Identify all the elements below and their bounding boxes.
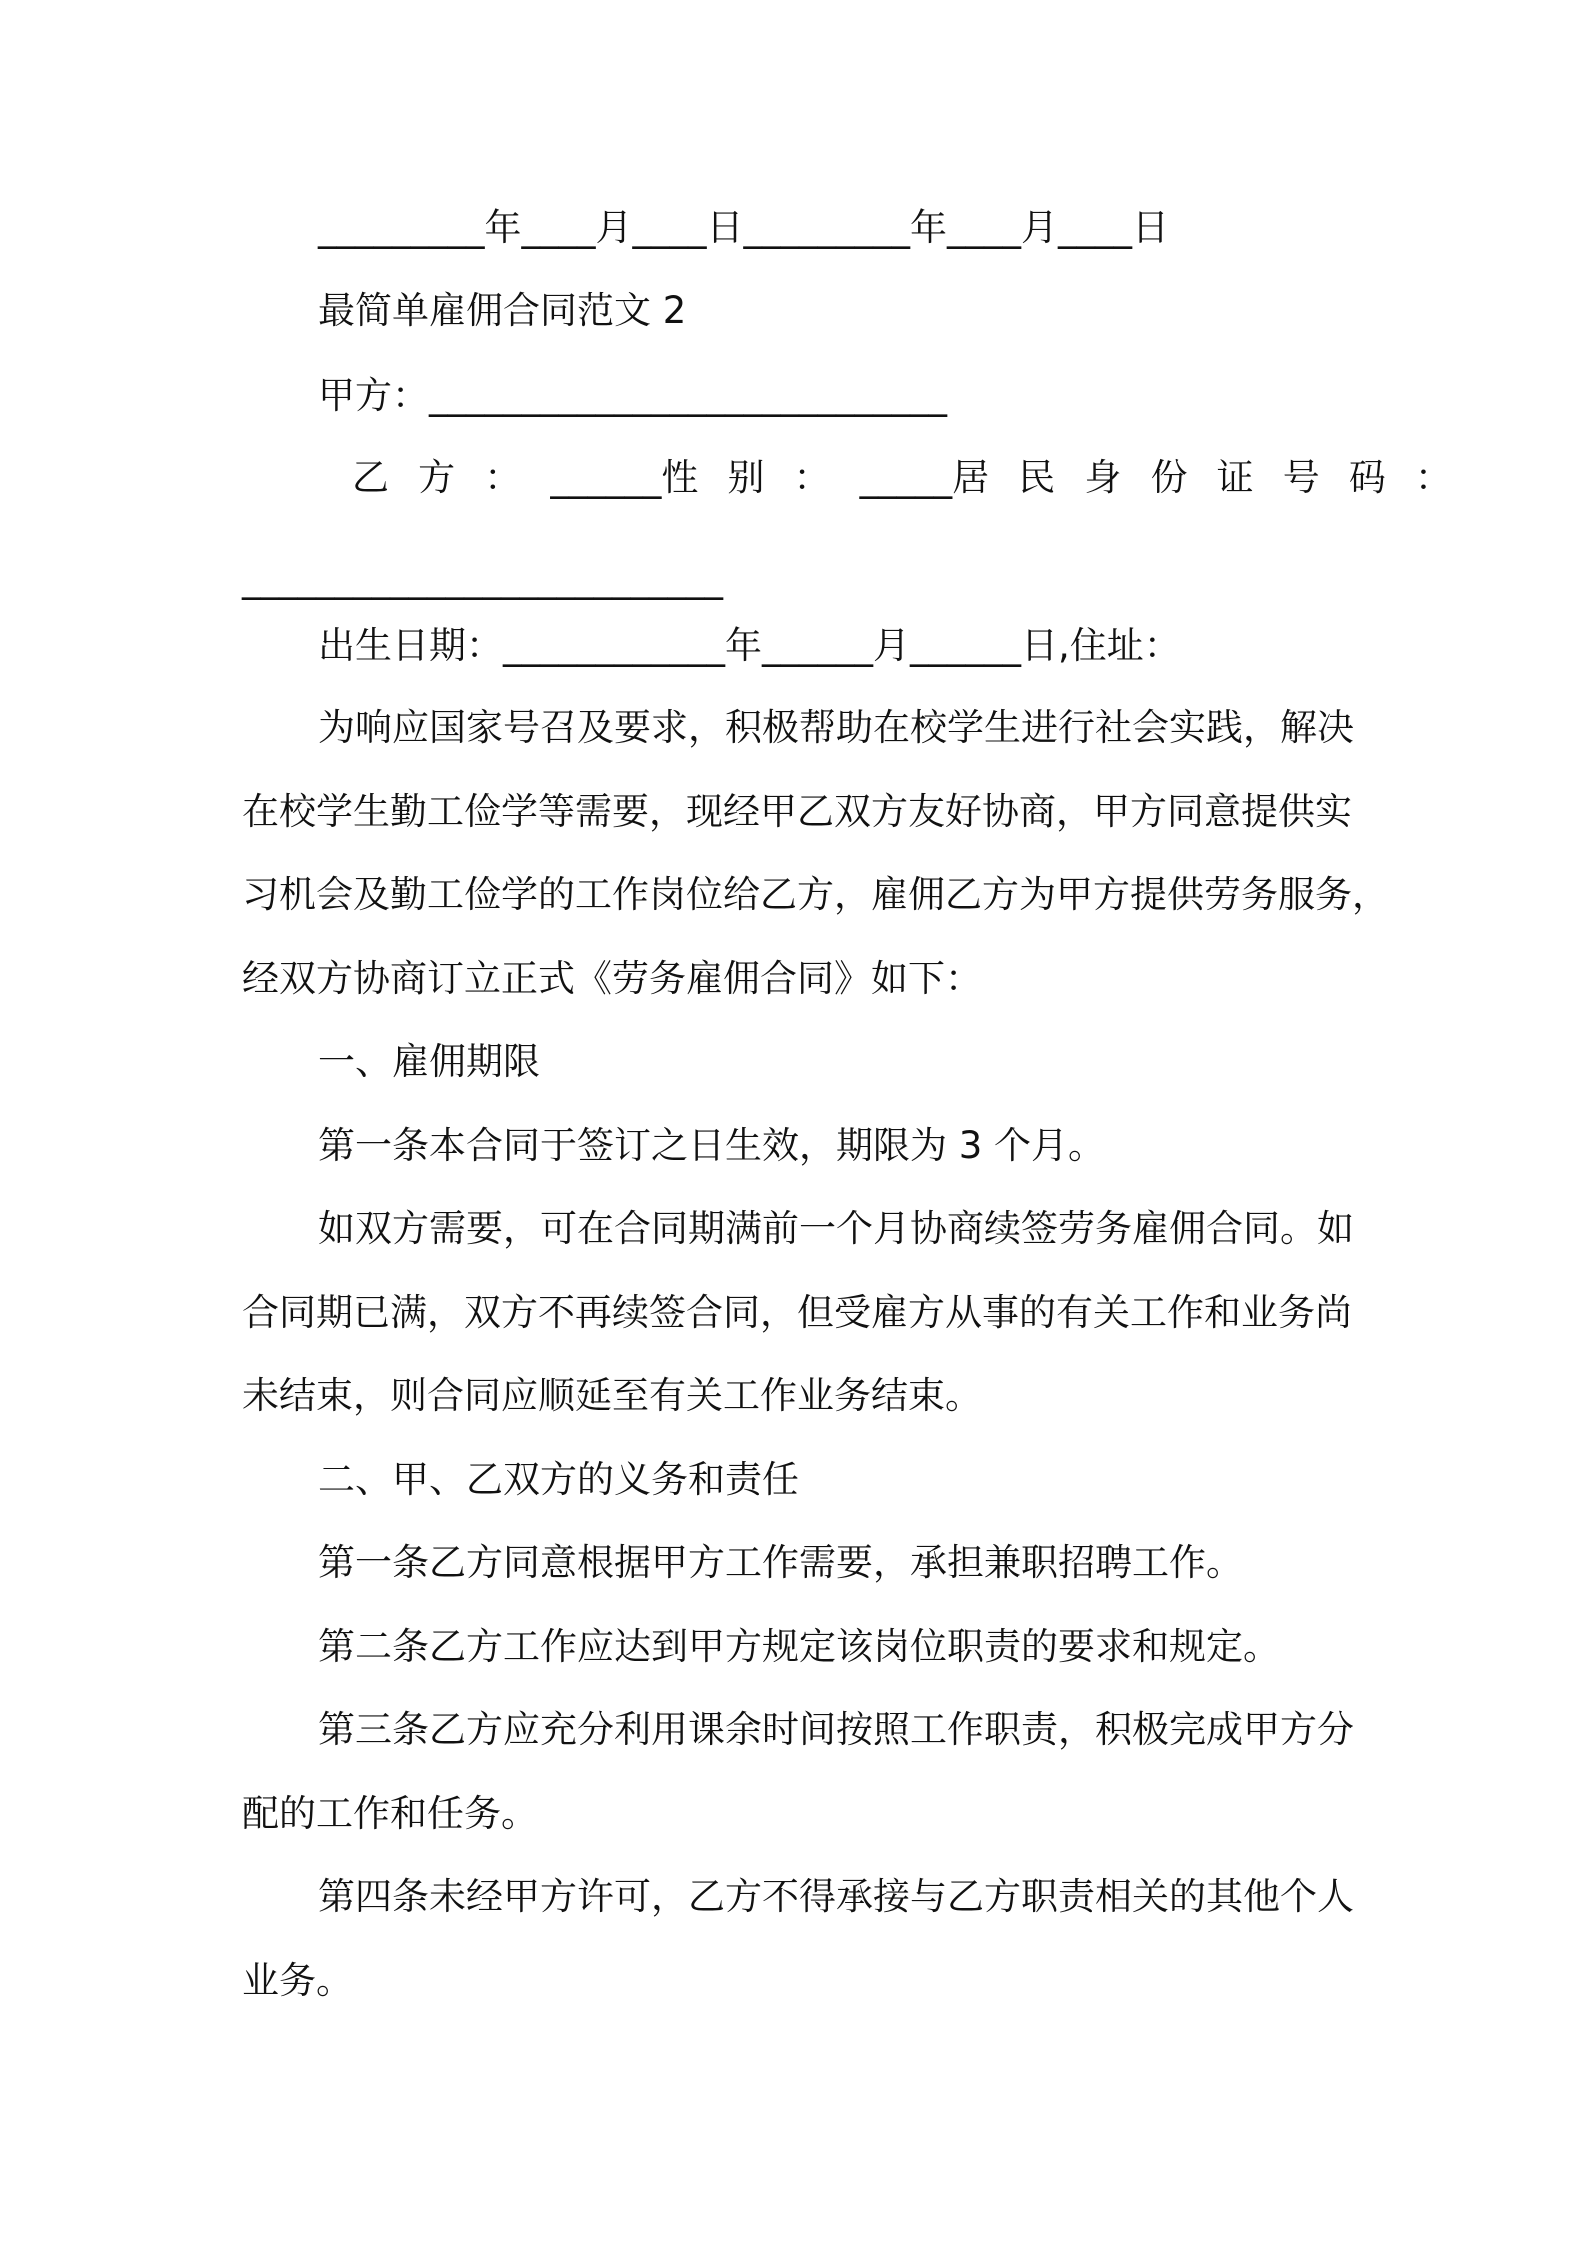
clause-line: 第一条本合同于签订之日生效，期限为 3 个月。 (318, 1124, 1106, 1167)
clause-line: 配的工作和任务。 (242, 1792, 538, 1835)
party-b-char: 证 (1216, 456, 1254, 499)
paragraph-line: 在校学生勤工俭学等需要，现经甲乙双方友好协商，甲方同意提供实 (242, 790, 1352, 833)
party-b-line (352, 452, 1452, 504)
party-b-char: 份 (1150, 456, 1188, 499)
party-b-char: ______性 (550, 456, 699, 499)
paragraph-line: 合同期已满，双方不再续签合同，但受雇方从事的有关工作和业务尚 (242, 1291, 1352, 1334)
paragraph-line: 经双方协商订立正式《劳务雇佣合同》如下： (242, 957, 982, 1000)
section-heading: 一、雇佣期限 (318, 1040, 540, 1083)
paragraph-line: 习机会及勤工俭学的工作岗位给乙方，雇佣乙方为甲方提供劳务服务， (242, 873, 1389, 916)
party-b-char: 方 (418, 456, 456, 499)
party-b-char: 别 (727, 456, 765, 499)
party-b-char: ： (484, 456, 522, 499)
party-b-char: 码 (1348, 456, 1386, 499)
section-heading: 二、甲、乙双方的义务和责任 (318, 1458, 799, 1501)
party-b-char: 号 (1282, 456, 1320, 499)
clause-line: 业务。 (242, 1959, 353, 2002)
birth-date-line: 出生日期：____________年______月______日,住址： (318, 624, 1181, 667)
party-b-char: ： (1414, 456, 1452, 499)
clause-line: 第二条乙方工作应达到甲方规定该岗位职责的要求和规定。 (318, 1625, 1280, 1668)
clause-line: 第四条未经甲方许可，乙方不得承接与乙方职责相关的其他个人 (318, 1875, 1354, 1918)
paragraph-line: 未结束，则合同应顺延至有关工作业务结束。 (242, 1374, 982, 1417)
paragraph-line: 为响应国家号召及要求，积极帮助在校学生进行社会实践，解决 (318, 706, 1354, 749)
paragraph-line: 如双方需要，可在合同期满前一个月协商续签劳务雇佣合同。如 (318, 1207, 1354, 1250)
party-a-line: 甲方：____________________________ (318, 374, 947, 417)
party-b-char: 身 (1084, 456, 1122, 499)
document-title: 最简单雇佣合同范文 2 (318, 289, 687, 332)
party-b-char: 乙 (352, 456, 389, 499)
party-b-char: 民 (1018, 456, 1056, 499)
party-b-char: ： (793, 456, 831, 499)
clause-line: 第一条乙方同意根据甲方工作需要，承担兼职招聘工作。 (318, 1541, 1243, 1584)
date-blanks-line: _________年____月____日_________年____月____日 (318, 206, 1169, 249)
id-number-blank-line: __________________________ (242, 557, 723, 600)
party-b-char: _____居 (859, 456, 990, 499)
clause-line: 第三条乙方应充分利用课余时间按照工作职责，积极完成甲方分 (318, 1708, 1354, 1751)
